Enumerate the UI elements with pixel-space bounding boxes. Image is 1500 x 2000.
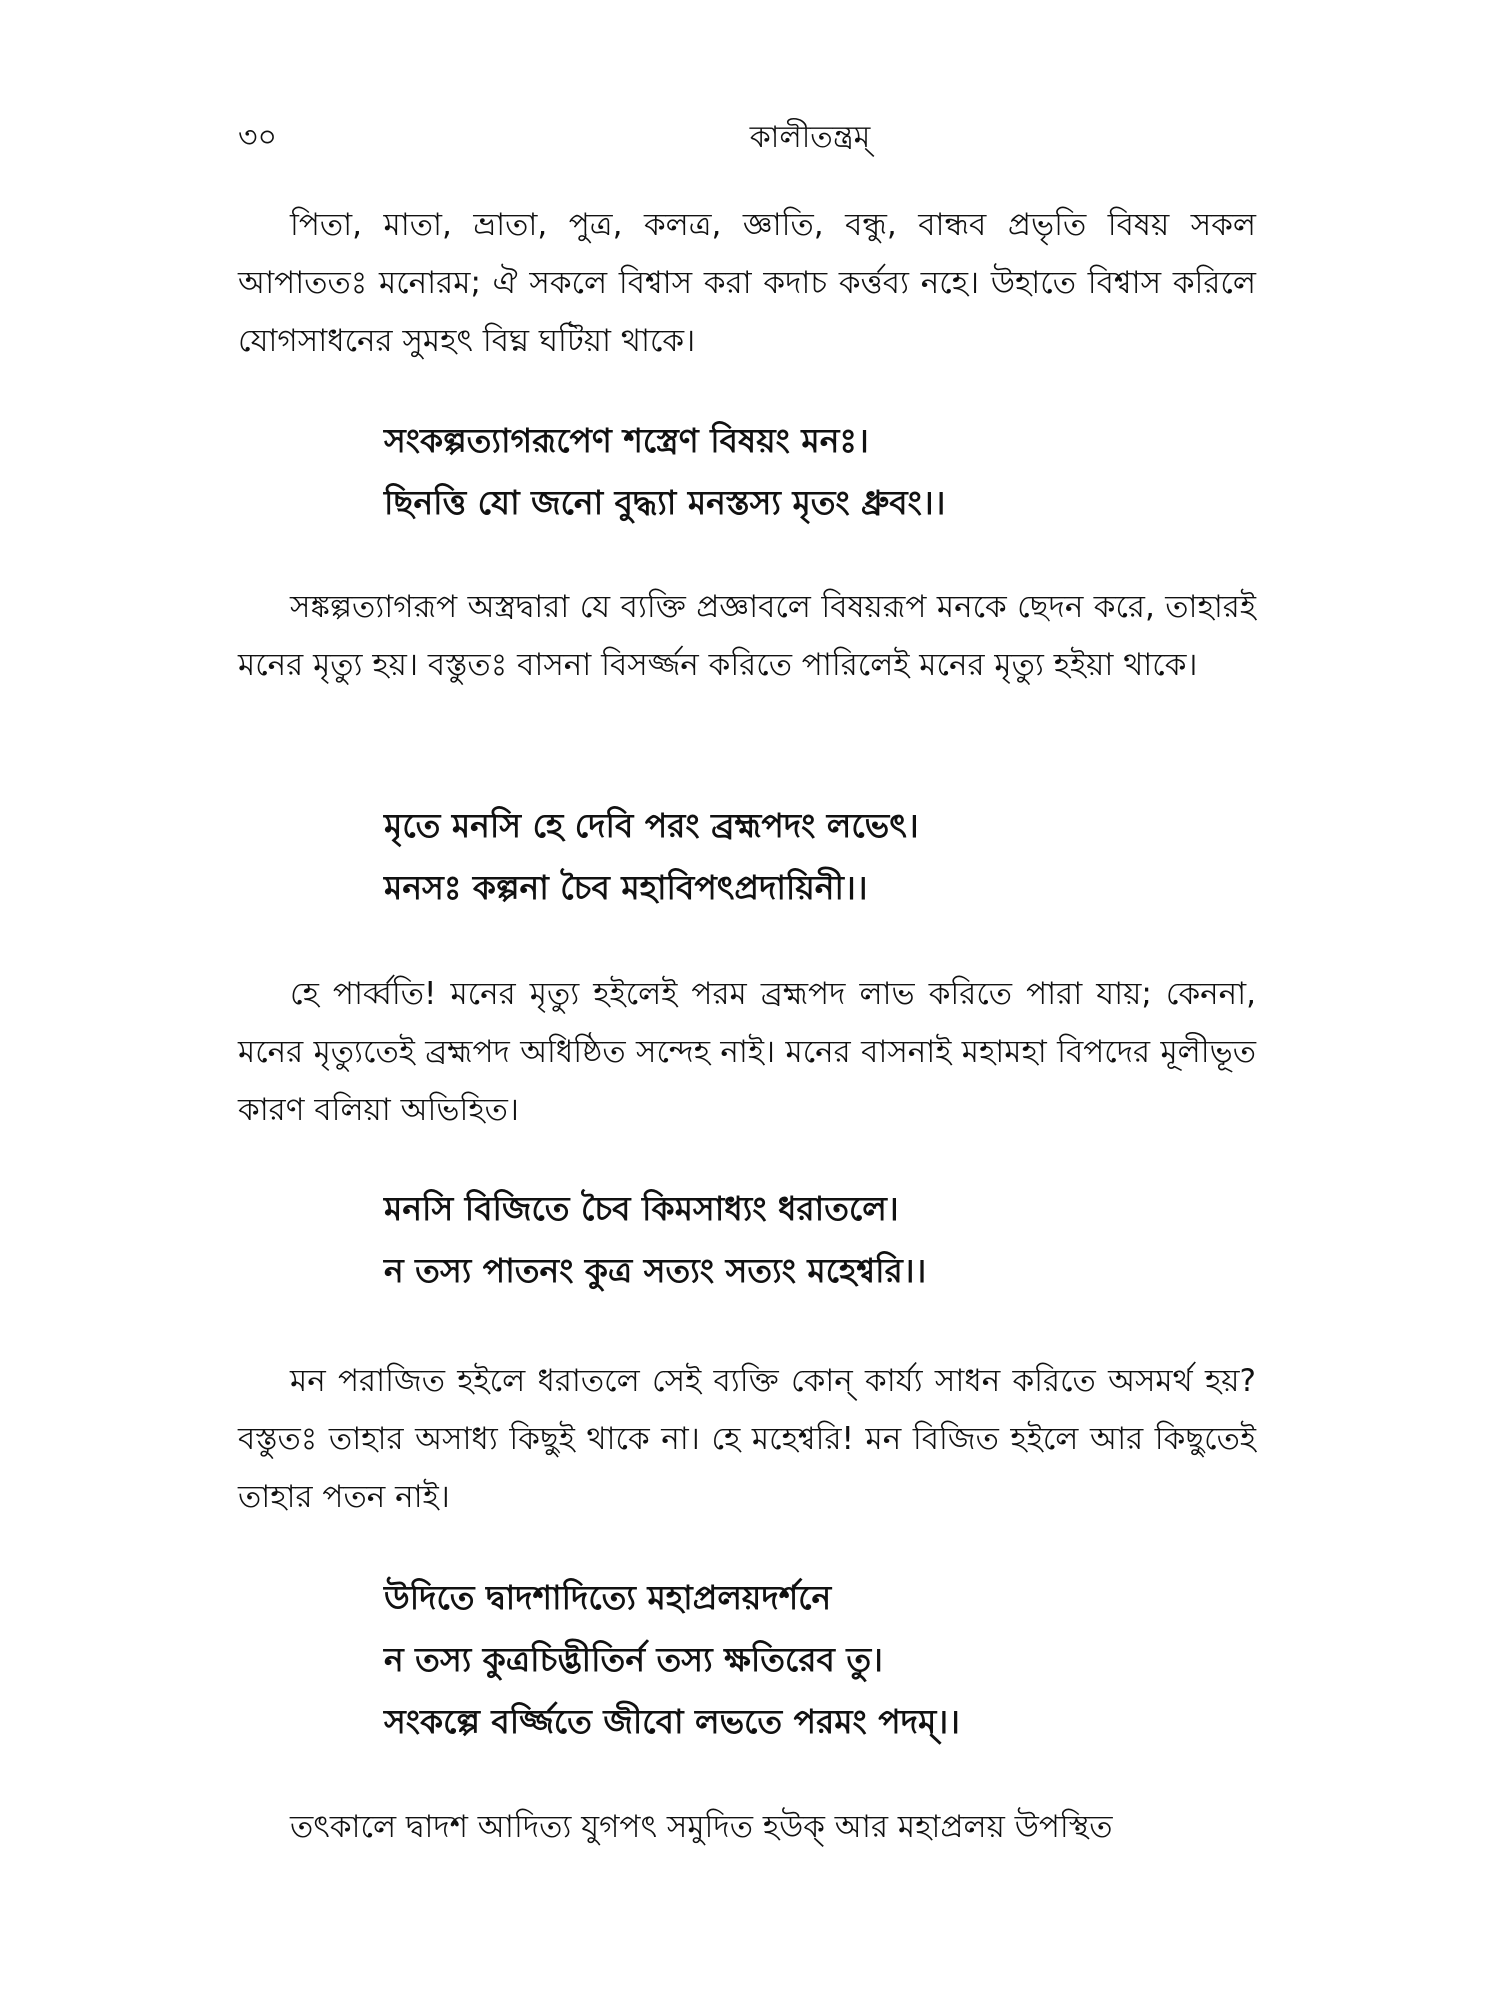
- verse-line: মৃতে মনসি হে দেবি পরং ব্রহ্মপদং লভেৎ।: [384, 806, 919, 845]
- verse-line: ন তস্য কুত্রচিদ্ভীতির্ন তস্য ক্ষতিরেব তু।: [384, 1640, 883, 1679]
- verse-3: [384, 1178, 1204, 1302]
- verse-1: [384, 410, 1204, 534]
- page-number: ৩০: [238, 120, 278, 155]
- paragraph-2: সঙ্কল্পত্যাগরূপ অস্ত্রদ্বারা যে ব্যক্তি প্রজ্ঞাবলে বিষয়রূপ মনকে ছেদন করে, তাহারই মনের মৃত্যু হয়। বস্তুতঃ বাসনা বিসর্জ্জন করিতে পারিলেই মনের মৃত্যু হইয়া থাকে।: [238, 589, 1256, 683]
- verse-line: মনসি বিজিতে চৈব কিমসাধ্যং ধরাতলে।: [384, 1189, 899, 1228]
- paragraph-4: মন পরাজিত হইলে ধরাতলে সেই ব্যক্তি কোন্ কার্য্য সাধন করিতে অসমর্থ হয়? বস্তুতঃ তাহার অসাধ্য কিছুই থাকে না। হে মহেশ্বরি! মন বিজিত হইলে আর কিছুতেই তাহার পতন নাই।: [238, 1363, 1256, 1515]
- running-title: কালীতন্ত্রম্: [749, 120, 871, 155]
- paragraph-3: হে পার্ব্বতি! মনের মৃত্যু হইলেই পরম ব্রহ্মপদ লাভ করিতে পারা যায়; কেননা, মনের মৃত্যুতেই ব্রহ্মপদ অধিষ্ঠিত সন্দেহ নাই। মনের বাসনাই মহামহা বিপদের মূলীভূত কারণ বলিয়া অভিহিত।: [238, 976, 1256, 1128]
- paragraph-1: পিতা, মাতা, ভ্রাতা, পুত্র, কলত্র, জ্ঞাতি, বন্ধু, বান্ধব প্রভৃতি বিষয় সকল আপাততঃ মনোরম; ঐ সকলে বিশ্বাস করা কদাচ কর্ত্তব্য নহে। উহাতে বিশ্বাস করিলে যোগসাধনের সুমহৎ বিঘ্ন ঘটিয়া থাকে।: [238, 207, 1256, 359]
- verse-4: [384, 1567, 1204, 1753]
- verse-line: ন তস্য পাতনং কুত্র সত্যং সত্যং মহেশ্বরি।।: [384, 1251, 927, 1290]
- verse-2: [384, 795, 1204, 919]
- verse-line: সংকল্পে বর্জ্জিতে জীবো লভতে পরমং পদম্।।: [384, 1702, 960, 1741]
- verse-line: মনসঃ কল্পনা চৈব মহাবিপৎপ্রদায়িনী।।: [384, 868, 868, 907]
- paragraph-5: তৎকালে দ্বাদশ আদিত্য যুগপৎ সমুদিত হউক্ আর মহাপ্রলয় উপস্থিত: [290, 1809, 1113, 1845]
- verse-line: ছিনত্তি যো জনো বুদ্ধ্যা মনস্তস্য মৃতং ধ্রুবং।।: [384, 483, 946, 522]
- verse-line: উদিতে দ্বাদশাদিত্যে মহাপ্রলয়দর্শনে: [384, 1578, 832, 1617]
- verse-line: সংকল্পত্যাগরূপেণ শস্ত্রেণ বিষয়ং মনঃ।: [384, 421, 869, 460]
- page-header: [0, 118, 1500, 168]
